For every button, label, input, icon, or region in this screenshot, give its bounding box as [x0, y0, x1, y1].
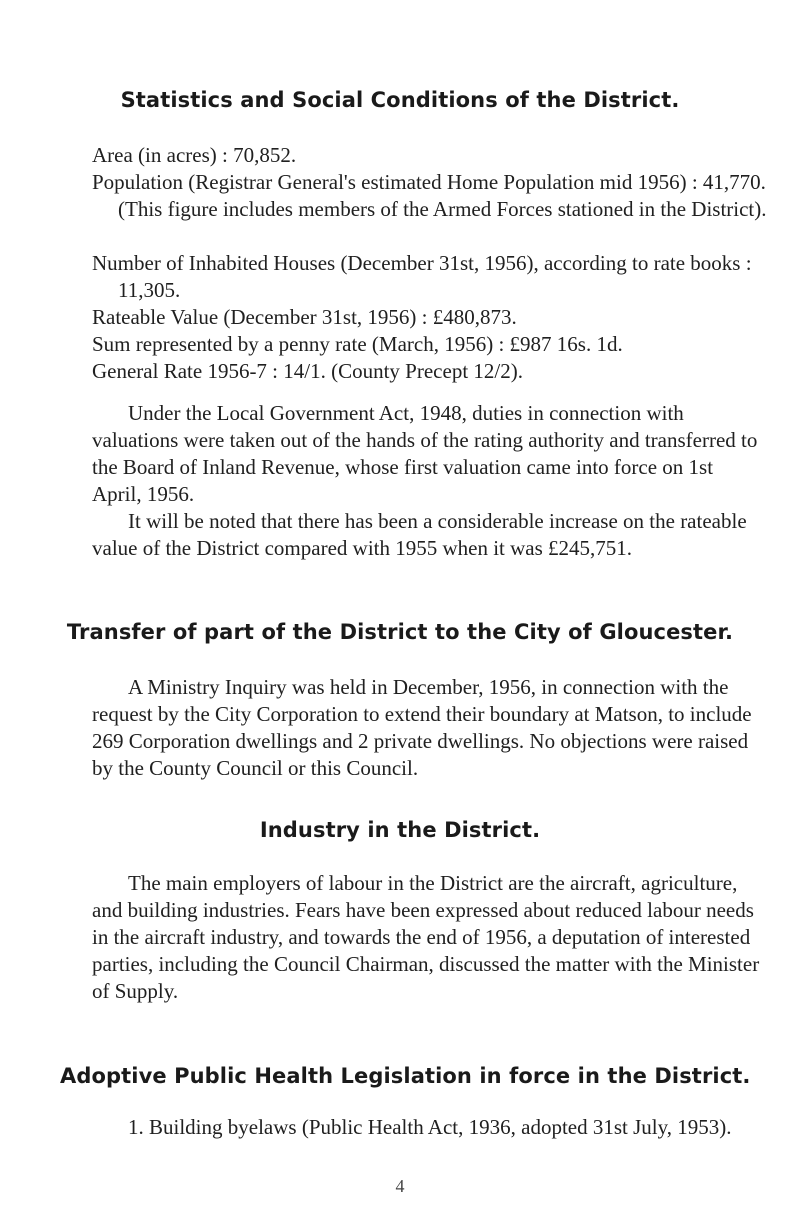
page-number: 4 — [395, 1176, 405, 1196]
local-government-paragraph: Under the Local Government Act, 1948, duties in connection with valuations were taken out of the hands of the rating authority and transferred to the Board of Inland Revenue, whose first valuation came into force on 1st April, 1956. — [92, 401, 758, 506]
transfer-paragraph: A Ministry Inquiry was held in December, 1956, in connection with the request by the City Corporation to extend their boundary at Matson, to include 269 Corporation dwellings and 2 private dwellings. No objections were raised by the County Council or this Council. — [92, 675, 752, 780]
industry-heading: Industry in the District. — [259, 818, 541, 842]
population-line: Population (Registrar General's estimated Home Population mid 1956) : 41,770. (This figure includes members of the Armed Forces stationed in the District). — [92, 170, 767, 221]
legislation-heading: Adoptive Public Health Legislation in force in the District. — [60, 1064, 751, 1088]
rateable-value-line: Rateable Value (December 31st, 1956) : £480,873. — [92, 305, 517, 329]
legislation-item-1: 1. Building byelaws (Public Health Act, 1936, adopted 31st July, 1953). — [128, 1115, 732, 1139]
statistics-heading: Statistics and Social Conditions of the District. — [120, 88, 680, 112]
transfer-heading: Transfer of part of the District to the City of Gloucester. — [66, 620, 734, 644]
penny-rate-line: Sum represented by a penny rate (March, 1956) : £987 16s. 1d. — [92, 332, 623, 356]
houses-line: Number of Inhabited Houses (December 31st, 1956), according to rate books : 11,305. — [92, 251, 752, 302]
industry-paragraph: The main employers of labour in the District are the aircraft, agriculture, and building industries. Fears have been expressed about reduced labour needs in the aircraft industry, and towards the end of 1956, a deputation of interested parties, including the Council Chairman, discussed the matter with the Minister of Supply. — [92, 871, 760, 1003]
general-rate-line: General Rate 1956-7 : 14/1. (County Precept 12/2). — [92, 359, 523, 383]
rateable-increase-paragraph: It will be noted that there has been a considerable increase on the rateable value of the District compared with 1955 when it was £245,751. — [92, 509, 747, 560]
area-line: Area (in acres) : 70,852. — [92, 143, 297, 167]
